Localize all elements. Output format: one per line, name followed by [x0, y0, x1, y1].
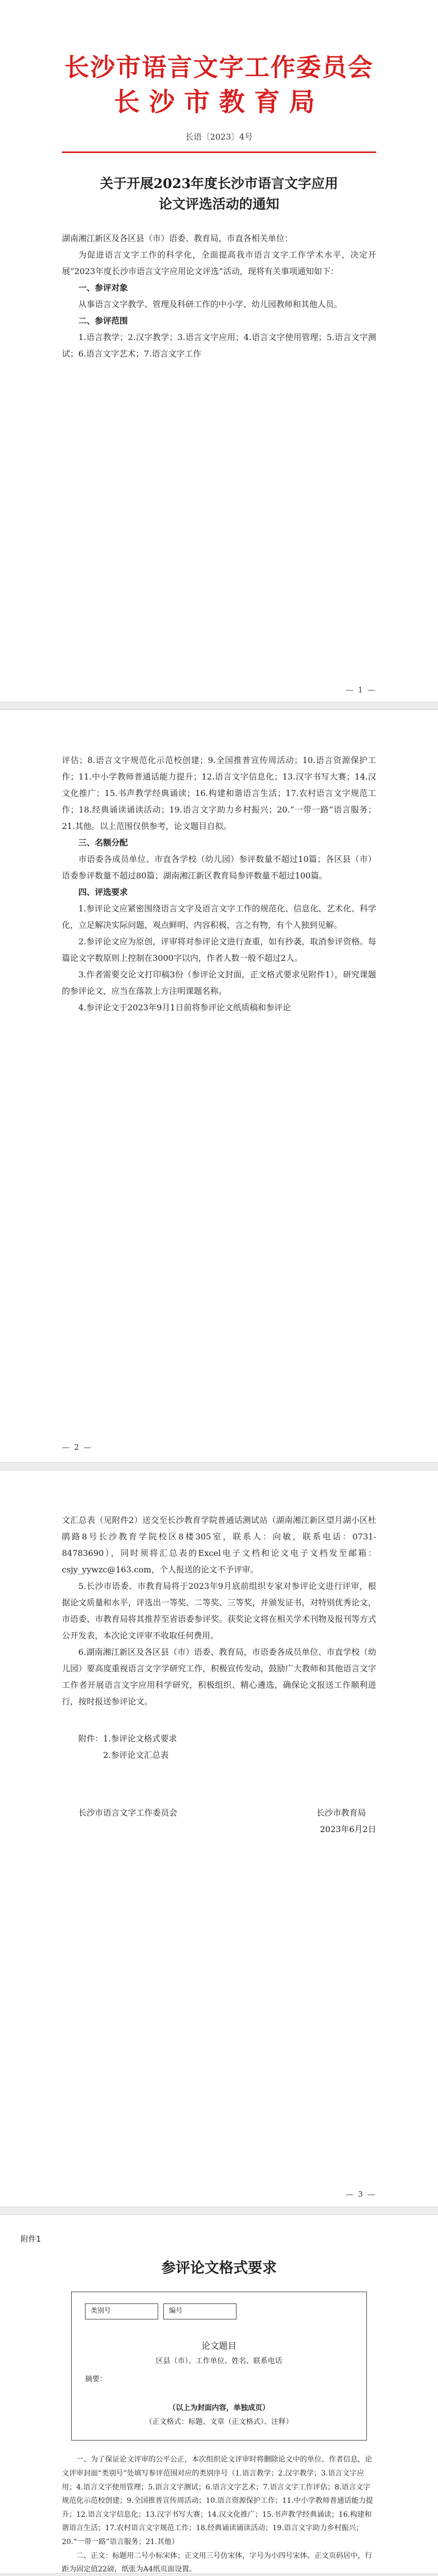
issuer-line-2: 长沙市教育局: [114, 86, 324, 117]
section-3-body: 市语委各成员单位、市直各学校（幼儿园）参评数量不超过10篇；各区县（市）语委参评数量不超过80篇；湖南湘江新区教育局参评数量不超过100篇。: [62, 854, 376, 880]
page-number: — 2 —: [62, 1443, 93, 1452]
page-2: [0, 706, 438, 1466]
attachment-1-label: 附件1: [21, 2234, 41, 2244]
issue-date: 2023年6月2日: [319, 1824, 376, 1834]
page-1: [0, 0, 438, 706]
signature-bureau: 长沙市教育局: [316, 1808, 366, 1818]
signature-committee: 长沙市语言文字工作委员会: [78, 1808, 178, 1818]
format-sample-box: [71, 2292, 367, 2441]
document-title: [62, 174, 376, 215]
addressee: 湖南湘江新区及各区县（市）语委、教育局，市直各相关单位：: [62, 233, 293, 244]
attachment-1-title: 参评论文格式要求: [161, 2259, 277, 2276]
sample-author-info: 区县（市）、工作单位、姓名、联系电话: [156, 2357, 282, 2365]
section-1-body: 从事语言文字教学、管理及科研工作的中小学、幼儿园教师和其他人员。: [78, 299, 343, 310]
requirement-2: 2.参评论文应为原创，评审将对参评论文进行查重，如有抄袭，取消参评资格。每篇论文字数原则上控制在3000字以内，作者人数一般不超过2人。: [62, 937, 376, 963]
section-2-continued: 评估；8.语言文字规范化示范校创建；9.全国推普宣传周活动；10.语言资源保护工作；11.中小学教师普通话能力提升；12.语言文字信息化；13.汉字书写大赛；14.汉文化推广；15.书声教学经典诵读；16.构建和谐语言生活；17.农村语言文字规范工作；18.经典诵读诵读活动；19.语言文字助力乡村振兴；20.“一带一路”语言服务；21.其他。以上范围仅供参考，论文题目自拟。: [62, 755, 376, 831]
serial-number-cell: 编号: [163, 2303, 237, 2319]
intro-paragraph: 为促进语言文字工作的科学化，全面提高我市语言文字工作学术水平，决定开展“2023年度长沙市语言文字应用论文评选”活动，现将有关事项通知如下：: [62, 250, 376, 277]
requirement-1: 1.参评论文应紧密围绕语言文字及语言文字工作的规范化、信息化、艺术化、科学化，立足解决实际问题，观点鲜明、内容积极，言之有物，有个人独到见解。: [62, 904, 376, 930]
attachment-1-page: [0, 2210, 438, 2576]
issuer-line-1: 长沙市语言文字工作委员会: [64, 53, 374, 82]
sample-body-format: （正文格式：标题、文章（正文格式）、注释）: [145, 2417, 293, 2426]
page-number: — 1 —: [345, 685, 376, 694]
requirement-6: 6.湖南湘江新区及各区县（市）语委、教育局，市语委各成员单位、市直学校（幼儿园）要高度重视语言文字学研究工作，积极宣传发动，鼓励广大教师和其他语言文字工作者开展语言文字应用科学研究，积极组织、精心遴选，确保论文报送工作顺利进行，按时报送参评论文。: [62, 1647, 376, 1706]
category-number-cell: 类别号: [85, 2303, 158, 2319]
sample-cover-hint: （以上为封面内容，单独成页）: [169, 2404, 269, 2413]
requirement-4: 4.参评论文于2023年9月1日前将参评论文纸质稿和参评论: [78, 1003, 291, 1012]
attachment-list-item-2: 2.参评论文汇总表: [103, 1750, 169, 1760]
signature-row: [62, 1805, 376, 1821]
section-heading-4: 四、评选要求: [78, 887, 128, 897]
title-line-1: 关于开展2023年度长沙市语言文字应用: [99, 176, 339, 192]
title-line-2: 论文评选活动的通知: [158, 197, 279, 213]
requirement-3: 3.作者需要交论文打印稿3份（参评论文封面，正文格式要求见附件1），研究课题的参评论文，应当在落款上方注明课题名称。: [62, 970, 376, 996]
sample-abstract-label: 摘要：: [85, 2375, 107, 2383]
section-2-body: 1.语言教学；2.汉字教学；3.语言文字应用；4.语言文字使用管理；5.语言文字测试；6.语言文字艺术；7.语言文字工作: [62, 332, 376, 359]
format-note-2: 二、正文：标题用二号小标宋体；正文用三号仿宋体，字号为小四号宋体。正文页码居中，行距为固定值22磅，纸张为A4纸页面设置。: [62, 2551, 372, 2574]
format-note-1: 一、为了保证论文评审的公平公正，本次组织论文评审时将删除论文中的单位、作者信息，论文评审封面“类别号”处填写参评范围对应的类别序号（1.语言教学；2.汉字教学；3.语言文字应用；4.语言文字使用管理；5.语言文字测试；6.语言文字艺术；7.语言文字工作评估；8.语言文字规范化示范校创建；9.全国推普宣传周活动；10.语言资源保护工作；11.中小学教师普通话能力提升；12.语言文字信息化；13.汉字书写大赛；14.汉文化推广；15.书声教学经典诵读；16.构建和谐语言生活；17.农村语言文字规范工作；18.经典诵读诵读活动；19.语言文字助力乡村振兴；20.“一带一路”语言服务；21.其他）: [62, 2455, 373, 2546]
page-3: [0, 1466, 438, 2210]
red-divider: [62, 151, 376, 153]
section-heading-1: 一、参评对象: [78, 283, 128, 293]
requirement-5: 5.长沙市语委、市教育局将于2023年9月底前组织专家对参评论文进行评审，根据论文质量和水平，评选出一等奖、二等奖、三等奖，并颁发证书，对特别优秀论文，市语委、市教育局将其推荐至省语委参评奖。获奖论文将在相关学术刊物及报刊等方式公开发表，本次论文评审不收取任何费用。: [62, 1581, 376, 1640]
document-number: 长语〔2023〕4号: [185, 131, 253, 142]
requirement-4-continued: 文汇总表（见附件2）送交至长沙教育学院普通话测试站（湖南湘江新区望月湖小区杜鹃路8号长沙教育学院校区8楼305室，联系人：向敏，联系电话：0731-84783690），同时须将汇总表的Excel电子文档和论文电子文档发至邮箱：csjy_yywzc@163.com，个人报送的论文不予评审。: [62, 1515, 376, 1574]
section-heading-2: 二、参评范围: [78, 316, 128, 326]
attachment-list-item-1: 附件：1.参评论文格式要求: [78, 1734, 177, 1743]
section-heading-3: 三、名额分配: [78, 838, 128, 848]
sample-paper-title: 论文题目: [201, 2341, 237, 2351]
page-number: — 3 —: [345, 2190, 376, 2199]
page-separator: [0, 2573, 438, 2576]
